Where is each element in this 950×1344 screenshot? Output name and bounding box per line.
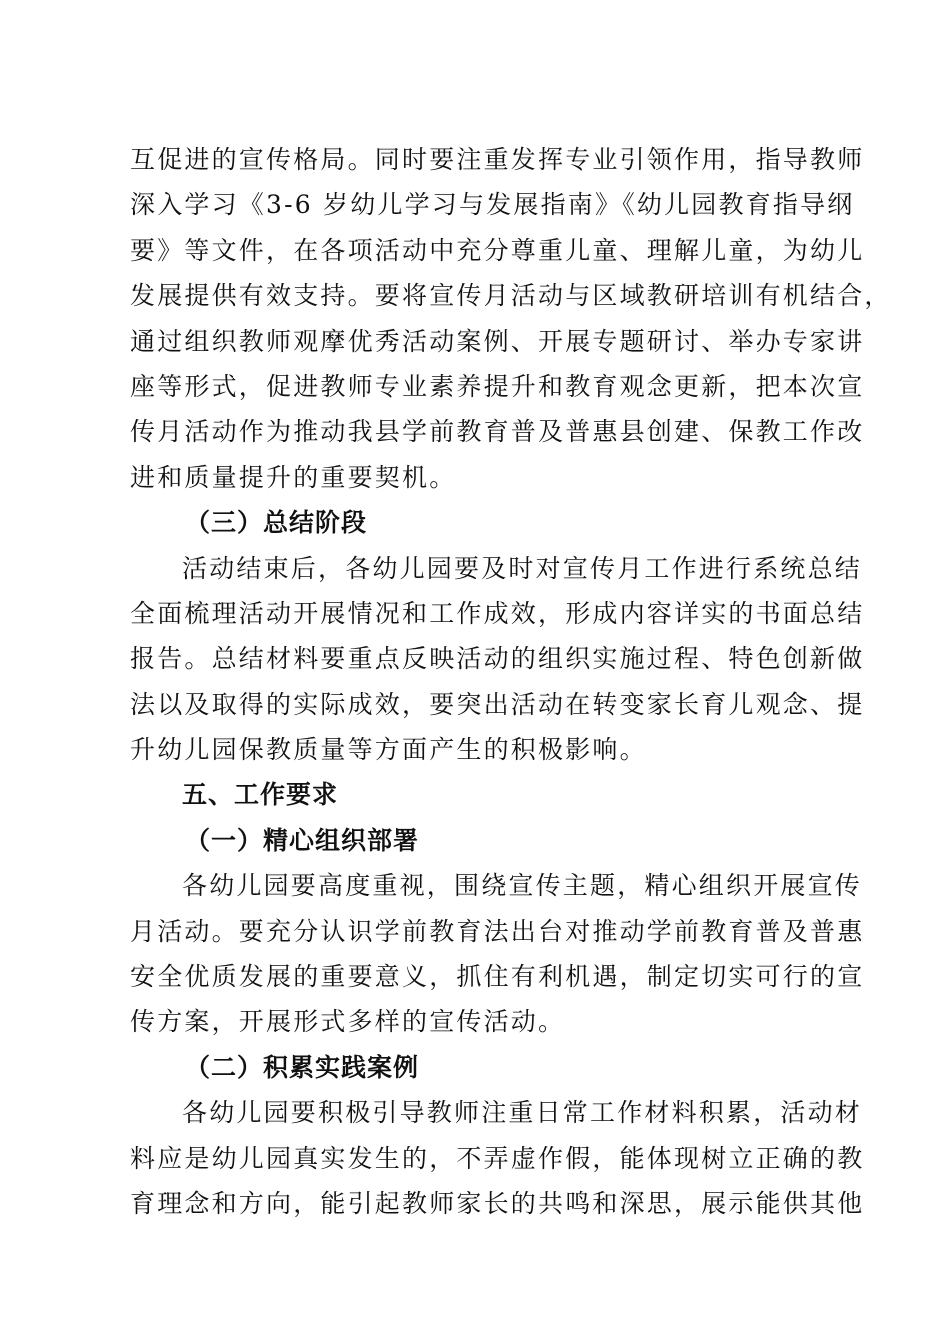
paragraph-first-line: 各幼儿园要高度重视，围绕宣传主题，精心组织开展宣传 — [182, 871, 863, 901]
body-line: 料应是幼儿园真实发生的，不弄虚作假，能体现树立正确的教 — [130, 1143, 865, 1173]
body-line: 升幼儿园保教质量等方面产生的积极影响。 — [130, 735, 647, 765]
body-line: 传方案，开展形式多样的宣传活动。 — [130, 1007, 566, 1037]
section-subheading-cases: （二）积累实践案例 — [185, 1052, 420, 1082]
body-line: 深入学习《3-6 岁幼儿学习与发展指南》《幼儿园教育指导纲 — [130, 190, 855, 220]
section-subheading-summary-stage: （三）总结阶段 — [185, 508, 368, 538]
document-body — [130, 137, 892, 1226]
body-line: 法以及取得的实际成效，要突出活动在转变家长育儿观念、提 — [130, 689, 865, 719]
body-line: 座等形式，促进教师专业素养提升和教育观念更新，把本次宣 — [130, 371, 865, 401]
body-line: 全面梳理活动开展情况和工作成效，形成内容详实的书面总结 — [130, 598, 865, 628]
body-line: 进和质量提升的重要契机。 — [130, 462, 457, 492]
section-subheading-organize: （一）精心组织部署 — [185, 825, 420, 855]
body-line: 育理念和方向，能引起教师家长的共鸣和深思，展示能供其他 — [130, 1188, 865, 1218]
body-line: 通过组织教师观摩优秀活动案例、开展专题研讨、举办专家讲 — [130, 326, 865, 356]
paragraph-first-line: 各幼儿园要积极引导教师注重日常工作材料积累，活动材 — [182, 1098, 863, 1128]
section-heading-work-requirements: 五、工作要求 — [182, 780, 339, 810]
body-line: 报告。总结材料要重点反映活动的组织实施过程、特色创新做 — [130, 644, 865, 674]
body-line: 发展提供有效支持。要将宣传月活动与区域教研培训有机结合， — [130, 281, 892, 311]
body-line: 安全优质发展的重要意义，抓住有利机遇，制定切实可行的宣 — [130, 962, 865, 992]
body-line: 互促进的宣传格局。同时要注重发挥专业引领作用，指导教师 — [130, 145, 865, 174]
body-line: 传月活动作为推动我县学前教育普及普惠县创建、保教工作改 — [130, 417, 865, 447]
paragraph-first-line: 活动结束后，各幼儿园要及时对宣传月工作进行系统总结 — [182, 553, 863, 583]
body-line: 要》等文件，在各项活动中充分尊重儿童、理解儿童，为幼儿 — [130, 235, 865, 265]
body-line: 月活动。要充分认识学前教育法出台对推动学前教育普及普惠 — [130, 916, 865, 946]
